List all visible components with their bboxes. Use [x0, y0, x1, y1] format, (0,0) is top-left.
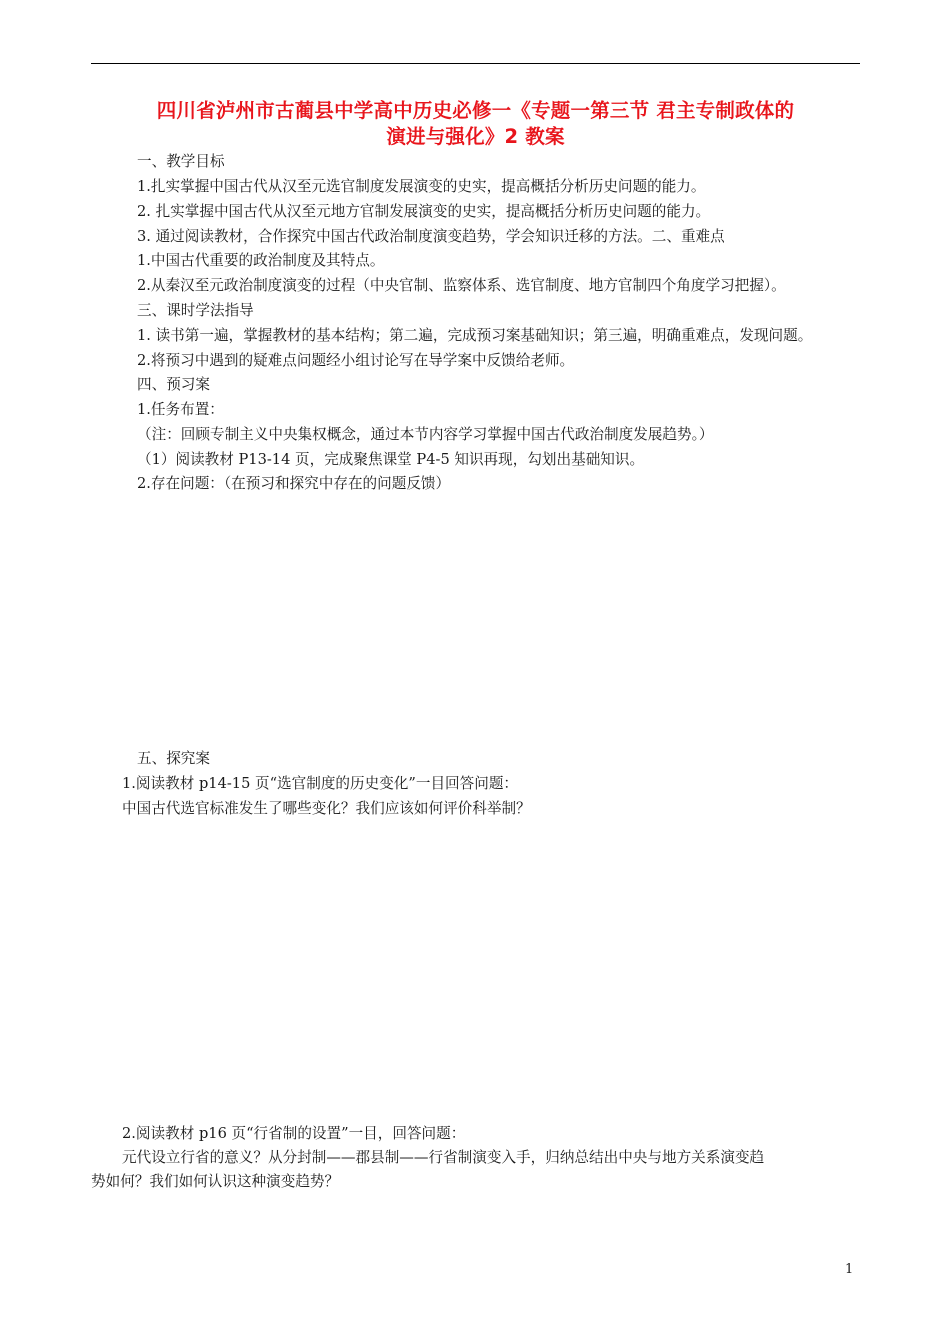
- key-point-1: 1.中国古代重要的政治制度及其特点。: [137, 252, 385, 269]
- section-heading-exploration: 五、探究案: [137, 750, 210, 767]
- exploration-1: 1.阅读教材 p14-15 页“选官制度的历史变化”一目回答问题：: [122, 775, 519, 792]
- key-point-2: 2.从秦汉至元政治制度演变的过程（中央官制、监察体系、选官制度、地方官制四个角度学习把握）。: [137, 277, 786, 294]
- exploration-2-question-line-1: 元代设立行省的意义？从分封制——郡县制——行省制演变入手，归纳总结出中央与地方关系演变趋: [122, 1149, 765, 1166]
- section-heading-preview: 四、预习案: [137, 376, 210, 393]
- teaching-goal-1: 1.扎实掌握中国古代从汉至元选官制度发展演变的史实，提高概括分析历史问题的能力。: [137, 178, 706, 195]
- section-heading-study-method: 三、课时学法指导: [137, 302, 254, 319]
- task-heading: 1.任务布置：: [137, 401, 224, 418]
- task-item-1: （1）阅读教材 P13-14 页，完成聚焦课堂 P4-5 知识再现，勾划出基础知识。: [137, 451, 645, 468]
- header-rule: [91, 63, 860, 64]
- teaching-goal-3: 3. 通过阅读教材，合作探究中国古代政治制度演变趋势，学会知识迁移的方法。二、重难点: [137, 228, 725, 245]
- task-note: （注：回顾专制主义中央集权概念，通过本节内容学习掌握中国古代政治制度发展趋势。）: [137, 426, 714, 443]
- teaching-goal-2: 2. 扎实掌握中国古代从汉至元地方官制发展演变的史实，提高概括分析历史问题的能力。: [137, 203, 711, 220]
- study-method-1: 1. 读书第一遍，掌握教材的基本结构；第二遍，完成预习案基础知识；第三遍，明确重难点，发现问题。: [137, 327, 813, 344]
- study-method-2: 2.将预习中遇到的疑难点问题经小组讨论写在导学案中反馈给老师。: [137, 352, 575, 369]
- exploration-2: 2.阅读教材 p16 页“行省制的设置”一目，回答问题：: [122, 1125, 466, 1142]
- section-heading-teaching-goals: 一、教学目标: [137, 153, 225, 170]
- document-title-line-1: 四川省泸州市古蔺县中学高中历史必修一《专题一第三节 君主专制政体的: [156, 99, 795, 122]
- problems-heading: 2.存在问题：（在预习和探究中存在的问题反馈）: [137, 475, 451, 492]
- page-number: 1: [845, 1262, 854, 1277]
- document-title-line-2: 演进与强化》2 教案: [386, 125, 565, 148]
- exploration-2-question-line-2: 势如何？我们如何认识这种演变趋势？: [91, 1173, 340, 1190]
- exploration-1-question: 中国古代选官标准发生了哪些变化？我们应该如何评价科举制？: [122, 800, 531, 817]
